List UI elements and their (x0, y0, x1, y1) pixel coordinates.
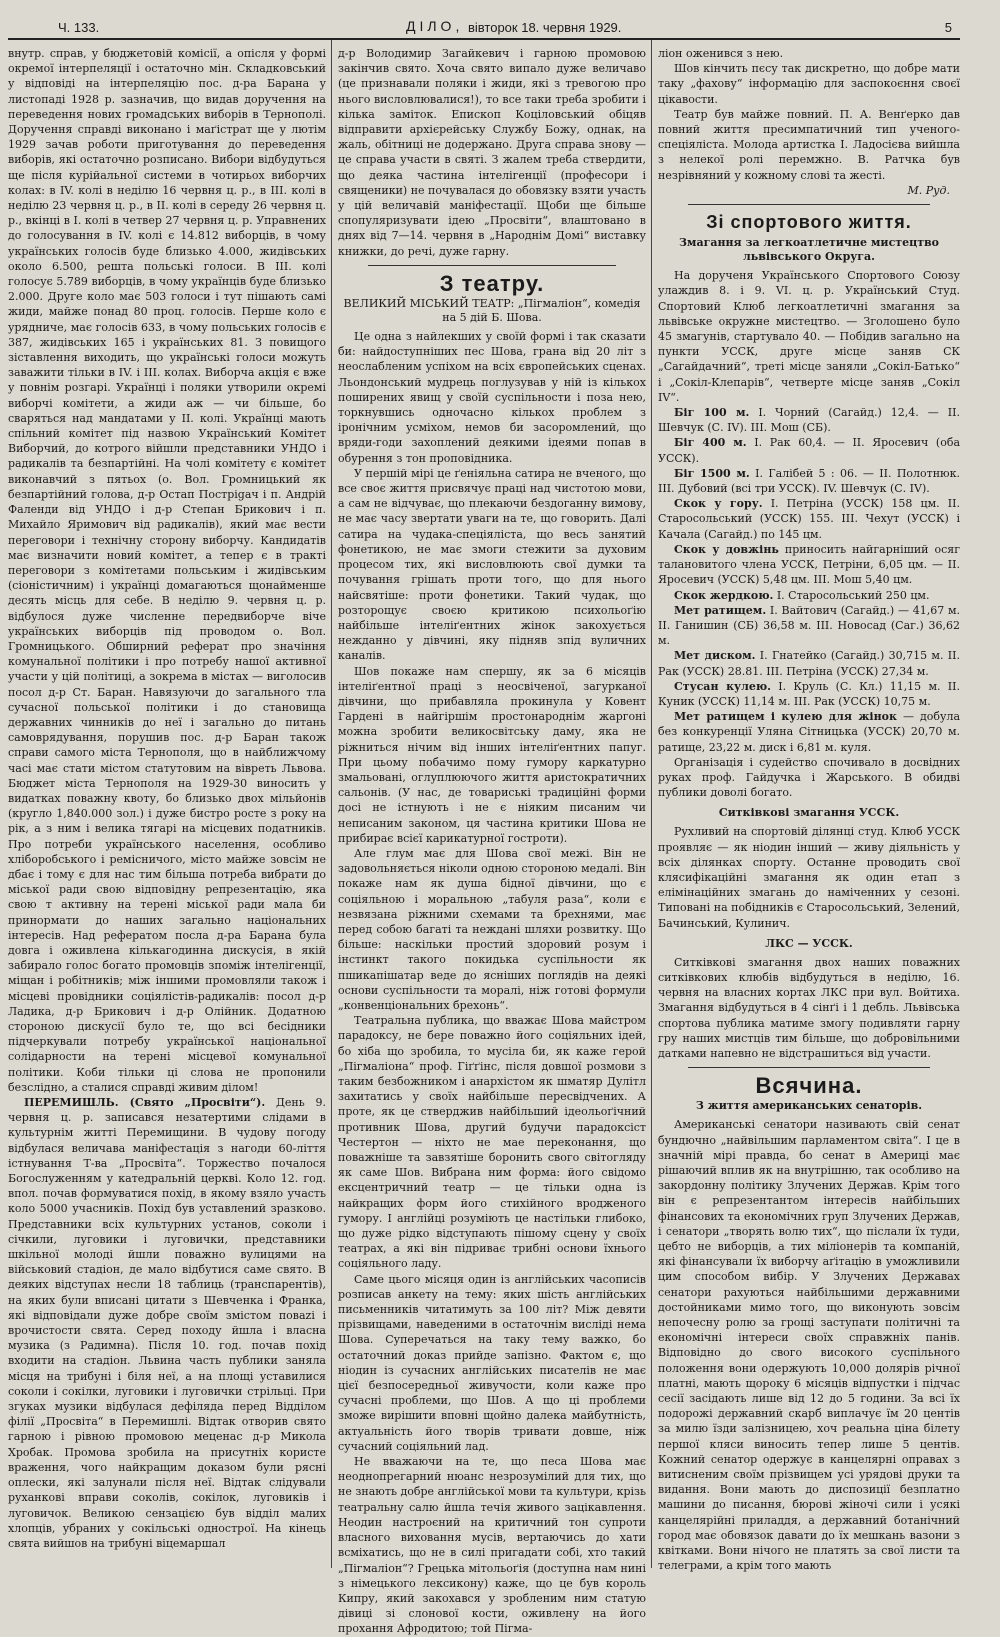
sport-result-text: І. Чорний (Сагайд.) 12,4. — II. Шевчук (С. IV). III. Мош (СБ). (658, 406, 960, 435)
sport-result-row (658, 588, 960, 603)
column-divider (331, 40, 332, 1568)
sport-result-text: І. Круль (С. Кл.) 11,15 м. II. Куник (УССК) 11,14 м. III. Рак (УССК) 10,75 м. (658, 679, 960, 708)
column-2 (338, 46, 646, 1636)
sport-result-text: І. Галібей 5 : 06. — II. Полотнюк. III. Дубовий (всі три УССК). IV. Шевчук (С. IV). (658, 466, 961, 496)
sport-result-row (658, 435, 960, 465)
sport-paragraph: Рухливий на спортовій ділянці студ. Клюб УССК проявляє — як ніодин інший — живу діяльність у всіх ділянках спорту. Останне проводить свої клясифікаційні змагання як один етап з елімінаційних змагань до наміченних у сезоні. Типовані на побідників є Старосольський, Зелений, Бачинський, Кулинич. (658, 825, 960, 930)
sport-result-label: Мет ратищем і кулею для жінок (674, 710, 897, 724)
sport-result-row (658, 603, 960, 649)
sport-result-row (658, 648, 960, 678)
sport-result-text: І. Петріна (УССК) 158 цм. II. Старосольський (УССК) 155. III. Чехут (УССК) і Качала (Сагайд.) по 145 цм. (658, 497, 960, 541)
section-heading-sport: Зі спортового життя. (706, 212, 912, 233)
sport-result-label: Біг 1500 м. (674, 466, 750, 480)
sport-paragraph: На дорученя Українського Спортового Союзу улаждив 8. і 9. VI. ц. р. Український Студ. Спортовий Клюб легкоатлетичні змагання за львівське окружне мистецтво. — Зголошено було 45 змагунів, стартувало 40. — Побідив загально на пункти УССК, друге місце заняв СК „Сагайдачний“, треті місце заняли „Сокіл-Батько“ і „Сокіл-Клепарів“, четверте місце заняв „Сокіл IV“. (658, 269, 960, 404)
sport-result-text: І. Старосольський 250 цм. (776, 588, 930, 602)
article-peremyshl-cont: д-р Володимир Загайкевич і гарною промовою закінчив свято. Хоча свято випало дуже величаво (це признавали поляки і жиди, які з тревогою про нього висловлювалися!), то все таки треба зробити і кілька заміток. Епископ Коцiловський обіцяв відправити архієрейську Службу Божу, однак, на жаль, обітниці не додержано. Друга справа знову — це справа участи в святі. З жалем треба ствердити, що деяка частина інтелігенції (професори і священики) не почувалася до обовязку взяти участь у цій величавій маніфестації. Щоби ще більше спопуляризувати ідею „Просвіти“, влаштовано в днях від 7—14. червня в „Народнім Домі“ виставку книжки, до речі, дуже гарну. (338, 47, 646, 258)
sport-results (658, 405, 960, 755)
sport-paragraph: Організація і судейство спочивало в досвідних руках проф. Гайдучка і Жарського. В обидві публики доволі богато. (658, 755, 960, 800)
misc-paragraph: Американські сенатори називають свій сенат бундючно „найвільшим парламентом світа“. І це в значній мірі правда, бо сенат в Америці має рішаючий вплив як на внутрішню, так особливо на закордонну політику Злучених Держав. Крім того він є репрезентантом інтересів найбільших фінансових та економічних груп Злучених Держав, і сенатори „творять волю тих“, що післали їх туди, цебто не виборців, а тих міліонерів та компаній, які фінансували їх виборчу аґітацію в уможливили цим способом вибір. У Злучених Державах сенатори рахуються найбільшими державними достойниками мимо того, що виконують зовсім непочесну ролю за грощі заступати політичні та економічні інтереси своїх справжніх панів. Відповідно до свого високого суспільного положення вони одержують 10,000 долярів річної платні, мають щороку 6 місяців відпустки і підчас сесії засідають лише від 12 до 5 години. За всі їх подорожі державний скарб виплачує їм 20 центів за милю їзди залізницею, хоч реальна ціна білету першої кляси виносить тепер лише 5 центів. Кожний сенатор одержує в канцелярні оправах з витисненим своїм прізвищем усі урядові друки та видання. Вони мають до диспозиції безплатно машини до писання, бюрові жіночі сили і усякі канцелярійні приладдя, а державний ботанічний город має обовязок давати до їх мешкань вазони з квітками. Вони нічого не платять за свої листи та телеграми, а крім того мають (658, 1118, 960, 1573)
sport-result-text: І. Вайтович (Сагайд.) — 41,67 м. II. Ганишин (СБ) 36,58 м. III. Новосад (Саг.) 36,62 м. (658, 603, 960, 648)
sport-result-label: Мет диском. (674, 649, 756, 663)
sport-result-row (658, 709, 960, 755)
masthead (8, 18, 960, 40)
sport-result-label: Скок у довжінь (674, 542, 779, 556)
section-heading-misc: Всячина. (755, 1073, 863, 1099)
sport-result-row (658, 679, 960, 709)
theatre-paragraph: Шов покаже нам спершу, як за 6 місяців інтелiґентної праці з неосвіченої, загурканої дівчини, що прибавляла прокинула у Ковент Гардені в найгіршім простонароднім жаргоні можна зробити великосвітську даму, яка не ріжниться нічим від інших інтелiґентних папуг. При цьому побачимо пому гумору каркатурно змальовані, оглуплюючого життя аристократичних сальонів. (У нас, де товариські традиційні форми досі не істнують і не є ніяким писаним чи неписаним законом, ця частина критики Шова не прибирає всієї карикатурної гостроти). (338, 664, 646, 845)
sport-result-row (658, 405, 960, 435)
sport-result-row (658, 466, 960, 496)
sport-result-label: Стусан кулею. (674, 679, 771, 693)
sport-result-row (658, 542, 960, 588)
paper-title: ДІЛО, (406, 18, 464, 34)
theatre-cont: Театр був майже повний. П. А. Венґерко дав повний життя пресимпатичний тип ученого-спеціяліста. Молода артистка І. Ладосієва вийшла з нелекої ролі перемжно. В. Ратчка був незрівняний у кожному слові та жесті. (658, 107, 960, 182)
theatre-subhead: ВЕЛИКИЙ МІСЬКИЙ ТЕАТР: „Пігмаліон“, комедія на 5 дій Б. Шова. (343, 297, 641, 325)
article-peremyshl-lede: ПЕРЕМИШЛЬ. (Свято „Просвіти“). (24, 1096, 266, 1110)
section-divider (368, 265, 616, 266)
sport-result-label: Біг 400 м. (674, 436, 747, 450)
sport-result-label: Скок у гору. (674, 497, 763, 511)
article-peremyshl (8, 1095, 326, 1551)
column-3 (658, 46, 961, 1573)
misc-subhead: З життя американських сенаторів. (695, 1099, 923, 1113)
sport-result-text: — добула без конкуренції Уляна Сітницька (УССК) 20,70 м. ратище, 23,22 м. диск і 6,81 м. куля. (658, 710, 961, 754)
theatre-cont: Шов кінчить пєсу так дискретно, що добре мати таку „фахову“ інформацію для заспокоєння своєї цікавости. (658, 62, 960, 106)
page-number: 5 (944, 20, 952, 35)
sport-result-text: І. Рак 60,4. — II. Яросевич (оба УССК). (658, 436, 961, 465)
sport-subhead: Змагання за легкоатлетичне мистецтво львівського Округа. (678, 236, 940, 264)
article-tarnopil-text: внутр. справ, у бюджетовій комісії, а опісля у формі окремої інтерпеляції і остаточно мін. Складковський у відповіді на інтерпеляцію пос. д-ра Барана у листопаді 1928 р. зазначив, що видав доручення на переведення нових громадських виборів в Тернополі. Доручення справді виконано і маґістрат ще у лютім 1929 зачав роботи приготування до переведення виборів, які остаточно розписано. Вибори відбудуться ще після курійальної системи в чотирьох виборчих колах: в IV. колі в неділю 16 червня ц. р., в III. колі в неділю 23 червня ц. р., в II. колі в середу 26 червня ц. р., вкінці в I. колі в четвер 27 червня ц. р. Управнених до голосування в IV. колі є 14.812 виборців, в чому українських голосів буде близько 4.000, жидівських около 6.500, решта польські голоси. В III. колі голосує 5.789 виборців, в чому українців буде близько 2.000. Друге коло має 503 голоси і тут пішають самі жиди, майже понад 80 проц. голосів. Перше коло є урядниче, має голосів 633, в чому польських голосів є 387, жидівських 165 і українських 81. З повищого зіставлення виходить, що українські голоси можуть заважити тільки в IV. і III. колах. Виборча акція є вже у повнім розгарі. Українці і поляки утворили окремі виборчі комітети, а жиди аж — чи більше, бо сваряться над мандатами у II. колі. Українці мають спільний комітет під назвою Український Комітет Виборчий, до котрого війшли представники УНДО і радикалів та безпартійні. На чолі комітету є комітет виконавчий з пятьох (о. Вол. Громницький як безпартійний голова, д-р Остап Пострigач і п. Андрій Фаленди від УНДО і д-р Степан Брикович і п. Михайло Яримович від радикалів), який має вести переговори і технічну сторону виборчу. Кандидатів має визначити новий комітет, а тепер є в тракті переговори з комітетами польським і жидівським (сіоністичним) і українці домагаються щонайменше десять місць для себе. В неділю 9. червня ц. р. відбулося дуже численне передвиборче віче українських виборців під проводом о. Вол. Громницького. Обширний реферат про значіння комунальної політики і про потребу нашої активної участи у цій політиці, а зокрема в містах — виголосив посол д-р Ст. Баран. Навязуючи до загального тла сучасної польської політики і до становища державних чинників до неї і загально до питань самоврядування, порушив пос. д-р Баран також справи самого міста Тернополя, що в найближчому часі має стати містом статутовим на вівреть Львова. Бюджет міста Тернополя на 1929-30 виносить у видатках поважну квоту, бо близько двох мільйонів (круглo 1,840.000 зол.) і дуже бистро росте з року на рік, а з ним і велика тягарі на місцевих податників. Про потреби українського населення, особливо хліборобського і ремісничого, місто майже зовсім не дбає і тому є для нас тим більша потреба вибрати до міської ради свою відповідну репрезентацію, яка свою т активну на терені міської ради мала би принормати до наших загально національних інтересів. Над рефератом посла д-ра Барана була довга і оживлена кількагодинна дискусія, в якій забирало голос богато промовців зпоміж інтелігенції, міщан і робітників; між іншими промовляли також і місцеві провідники соціялістів-радикалів: посол д-р Ладика, д-р Брикович і д-р Олійник. Додатною стороною дискусії було те, що всі бесідники підчеркували потребу української національної солідарности на терені місцевої комунальної політики. Коби тільки ці слова не пропонили безслідно, а сталися справді живим ділом! (8, 47, 326, 1094)
sport-paragraph: Ситківкові змагання двох наших поважних ситківкових клюбів відбудуться в неділю, 16. червня на власних кортах ЛКС при вул. Войтиха. Змагання відбудуться в 4 сінґі і 1 дебль. Львівська спортова публика матиме змогу подивляти гарну гру наших мистців тим більше, що добровільними датками напевно не відстрашиться від участи. (658, 955, 960, 1060)
sport-result-label: Мет ратищем. (674, 603, 767, 617)
theatre-paragraph: Це одна з найлекших у своїй формі і так сказати би: найдоступніших пес Шова, грана від 20 літ з неослабленим успіхом на всіх європейських сценах. Льондонський мудрець поглузував у ній із кількох поширених явищ у своїй суспільности і поза нею, торкнувшись одночасно кількох проблем з іронічним усміхом, немов би засоромлений, що вряди-годи захоплений деякими ідеями попав в обурення з тон проповідника. (338, 330, 646, 465)
issue-date: вівторок 18. червня 1929. (468, 20, 622, 35)
theatre-paragraph: Театральна публика, що вважає Шова майстром парадоксу, не бере поважно його соціяльних ідей, бо хіба що зробила, то мусіла би, як каже герой „Пігмаліона“ проф. Гіґґінс, після довшої розмови з таким безбожником і анархістом як шматяр Дулітл захитатись у своїх найбільше пересвідчених. А проте, як це стверджив найбільший ідеольоґічний противник Шова, другий будучи парадоксіст Честертон — ніхто не мае переконання, що поважніше та завзятіше боронить свого світогляду як саме Шов. Вибрана ним форма: його свідомо ексцентричний театр — це тільки одна із найкращих форм його стихійного вродженого гумору. I англійці розуміють це настільки глибоко, що дуже рідко відступають пішому сцену у своїх театрах, а які він підриває трибні основи їхнього соціяльного ладу. (338, 1014, 646, 1271)
column-divider (651, 40, 652, 1568)
issue-number: Ч. 133. (58, 20, 100, 35)
sport-result-label: Скок жердкою. (674, 588, 774, 602)
theatre-cont: ліон оженився з нею. (658, 47, 784, 60)
theatre-paragraph: Саме цього місяця один із англійських часописів розписав анкету на тему: яких шість англійських письменників читатимуть за 100 літ? Між девяти прізвищами, наведеними в остаточнім висліді нема Шова. Суперечаться на таку тему важко, бо остаточний доказ прийде запізно. Фактом є, що ніодин із сучасних англійських писателів не має цієї безпосередньої живучости, коли каже про сучасні проблеми, що Шов. А що ці проблеми зможе вирішити вповні щойно далека майбутність, актуальність його творів тривати довше, ніж сучасний соціяльний лад. (338, 1272, 646, 1453)
author-signature: М. Руд. (907, 183, 950, 197)
column-1 (8, 46, 326, 1564)
section-divider (688, 204, 930, 205)
section-heading-theatre: З театру. (439, 270, 545, 296)
sport-result-row (658, 496, 960, 542)
theatre-paragraph: У першій мірі це ґеніяльна сатира не вченого, що все своє життя присвячує праці над чистотою мови, а сам не відчуває, що плекаючи бездоганну вимову, не має часу звертати уваги на те, що говорить. Далі сатира на чудака-спеціяліста, що весь занятий фонетикою, не має змоги стежити за духовим процесом тих, які висловлюють свої думки та почування грішать проти того, що для нього найсвятіше: проти фонетики. Такий чудак, що розторощує своєю критикою психольоґію найбільше інтелiґентних жінок закохується нежданно у дівчині, яку підняв зпід вуличних каналів. (338, 466, 646, 663)
sport-result-text: І. Гнатейко (Сагайд.) 30,715 м. II. Рак (УССК) 28.81. III. Петріна (УССК) 27,34 м. (658, 649, 960, 678)
section-divider (688, 1067, 930, 1068)
article-peremyshl-text: День 9. червня ц. р. записався незатертими слідами в культурнім житті Перемищини. В чудову погоду відбулася величава маніфестація з нагоди 60-ліття істнування Т-ва „Просвіта“. Торжество почалося Богослуженням у катедральній церкві. Коло 12. год. впол. почав формуватися похід, в якому взяло участь коло 5000 учасників. Похід був уставлений зразково. Представники всіх культурних установ, соколи і січкили, луговики і луговички, представники шкільної молоді йшли поважно вулицями на військовий стадіон, де мало відбутися саме свято. В деяких відступах несли 18 таблиць (транспарентів), на яких були вписані цитати з Шевченка і Франка, які відповідали дуже добре своїм змістом поваzі і врочистости свята. Серед походу йшла і власна музика (з Радимна). Після 10. год. почав похід входити на стадіон. Львина часть публики заняла місця на трибуні і біля неї, а на площі уставилися соколи і сокілки, луговики і луговички стрільці. При згуках музики відбулася дефіляда перед Відділом філії „Просвіта“ в Перемишлі. Відтак отворив свято гарною і рівною промовою меценас д-р Микола Хробак. Промова зробила на присутніх користе враження, чого найкращим доказом були рясні оплески, які залунали після неї. Відтак слідували руханкові вправи соколів, сокілок, луговиків і луговичок. Великою сензацією був відділ малих хлопців, убраних у сокільські однострої. На кінець свята вийшов на трибуні віцемаршал (8, 1096, 326, 1550)
sport-subhead: Ситківкові змагання УССК. (718, 806, 900, 820)
theatre-paragraph: Не вважаючи на те, що песа Шова має неоднопрегарний нюанс незрозумілий для тих, що не знають добре англійської мови та культури, крізь театральну салю йшла течія живого зацікавлення. Неодин настроєний на критичний тон супроти власного виховання мусів, вертаючись до хати всміхатись, що не в силі пригадати собі, хто такий „Пігмаліон“? Грецька мітольоґія (доступна нам нині з німецького лексикону) каже, що це був король Кипру, який закохався у зробленим ним статую дівиці зі слонової кости, оживлену на його прохання Афродитою; той Пігма- (338, 1455, 646, 1636)
theatre-paragraph: Але глум має для Шова свої межі. Він не задовольняється ніколи одною стороною медалі. Він покаже нам як душа бідної дівчини, що є соціяльною і моральною „табуля раза“, коли є незвязана ріжними схемами та брехнями, має перед собою багаті та неждані шляхи розвитку. Що більше: наскільки простий здоровий розум і інстинкт такого покидька суспільности як пшикапішатар веде до ясніших поглядів на деякі основи суспільности та моралі, ніж готові формули „конвенціональних брехонь“. (338, 846, 646, 1012)
sport-subhead: ЛКС — УССК. (765, 936, 853, 950)
sport-result-label: Біг 100 м. (674, 406, 750, 420)
sport-result-text: приносить найгарніший осяг талановитого члена УССК, Петріни, 6,05 цм. — II. Яросевич (УССК) 5,48 цм. III. Мош 5,40 цм. (658, 542, 961, 587)
